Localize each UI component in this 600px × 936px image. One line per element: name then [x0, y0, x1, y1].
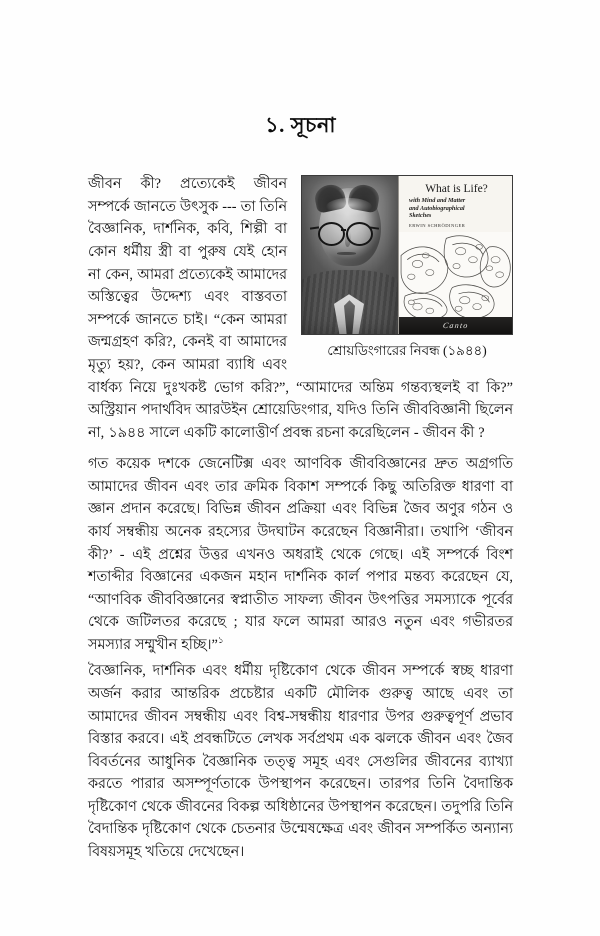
paragraph-3: বৈজ্ঞানিক, দার্শনিক এবং ধর্মীয় দৃষ্টিকোণ থেকে জীবন সম্পর্কে স্বচ্ছ ধারণা অর্জন করার আন্তরিক প্রচেষ্টার একটি মৌলিক গুরুত্ব আছে এবং তা আমাদের জীবন সম্বন্ধীয় এবং বিশ্ব-সম্বন্ধীয় ধারণার উপর গুরুত্বপূর্ণ প্রভাব বিস্তার করবে। এই প্রবন্ধটিতে লেখক সর্বপ্রথম এক ঝলকে জীবন এবং জৈব বিবর্তনের আধুনিক বৈজ্ঞানিক তত্ত্ব সমূহ এবং সেগুলির জীবনের ব্যাখ্যা করতে পারার অসম্পূর্ণতাকে উপস্থাপন করেছেন। তারপর তিনি বৈদান্তিক দৃষ্টিকোণ থেকে জীবনের বিকল্প অধিষ্ঠানের উপস্থাপন করেছেন। তদুপরি তিনি বৈদান্তিক দৃষ্টিকোণ থেকে চেতনার উন্মেষক্ষেত্র এবং জীবন সম্পর্কিত অন্যান্য বিষয়সমূহ খতিয়ে দেখেছেন।	[88, 663, 513, 861]
canto-logo-text: Canto	[442, 321, 469, 331]
book-subtitle-line-3: Sketches	[409, 212, 432, 220]
paragraph-2	[88, 453, 513, 656]
cell-illustration	[399, 232, 512, 317]
page-content	[88, 112, 513, 873]
book-cover-text	[399, 176, 512, 232]
paragraph-1: জীবন কী? প্রত্যেকেই জীবন সম্পর্কে জানতে উৎসুক --- তা তিনি বৈজ্ঞানিক, দার্শনিক, কবি, শিল্পী বা কোন ধর্মীয় স্ত্রী বা পুরুষ যেই হোন না কেন, আমরা প্রত্যেকেই আমাদের অস্তিত্বের উদ্দেশ্য এবং বাস্তবতা সম্পর্কে জানতে চাই। “কেন আমরা জন্মগ্রহণ করি?, কেনই বা আমাদের মৃত্যু হয়?, কেন আমরা ব্যাধি এবং বার্ধক্য নিয়ে দুঃখকষ্ট ভোগ করি?”, “আমাদের অন্তিম গন্তব্যস্থলই বা কি?” অস্ট্রিয়ান পদার্থবিদ আরউইন শ্রোয়েডিংগার, যদিও তিনি জীববিজ্ঞানী ছিলেন না, ১৯৪৪ সালে একটি কালোত্তীর্ণ প্রবন্ধ রচনা করেছিলেন - জীবন কী ?	[88, 176, 513, 441]
book-subtitle-line-2: and Autobiographical	[409, 204, 465, 212]
glasses-bridge	[341, 229, 346, 231]
chapter-title: ১. সূচনা	[265, 113, 336, 137]
book-cover	[398, 176, 512, 334]
figure-image	[301, 175, 513, 335]
figure-schrodinger	[301, 175, 513, 360]
canto-imprint-band	[399, 317, 512, 334]
schrodinger-portrait-photo	[302, 176, 398, 334]
book-title: What is Life?	[425, 183, 488, 196]
cell-illustration-svg	[399, 232, 512, 317]
book-subtitle-line-1: with Mind and Matter	[409, 197, 466, 205]
footnote-marker-1: ১	[217, 635, 224, 646]
figure-caption: শ্রোয়ডিংগারের নিবন্ধ (১৯৪৪)	[327, 343, 487, 359]
book-author: ERWIN SCHRÖDINGER	[409, 223, 466, 229]
paragraph-2-text: গত কয়েক দশকে জেনেটিক্স এবং আণবিক জীববিজ্ঞানের দ্রুত অগ্রগতি আমাদের জীবন এবং তার ক্রমিক বিকাশ সম্পর্কে কিছু অতিরিক্ত ধারণা বা জ্ঞান প্রদান করেছে। বিভিন্ন জীবন প্রক্রিয়া এবং বিভিন্ন জৈব অণুর গঠন ও কার্য সম্বন্ধীয় অনেক রহস্যের উদঘাটন করেছেন বিজ্ঞানীরা। তথাপি ‘জীবন কী?’ - এই প্রশ্নের উত্তর এখনও অধরাই থেকে গেছে। এই সম্পর্কে বিংশ শতাব্দীর বিজ্ঞানের একজন মহান দার্শনিক কার্ল পপার মন্তব্য করেছেন যে, “আণবিক জীববিজ্ঞানের স্বপ্নাতীত সাফল্য জীবন উৎপত্তির সমস্যাকে পূর্বের থেকে জটিলতর করেছে ; যার ফলে আমরা আরও নতুন এবং গভীরতর সমস্যার সম্মুখীন হচ্ছি।”	[88, 456, 513, 653]
